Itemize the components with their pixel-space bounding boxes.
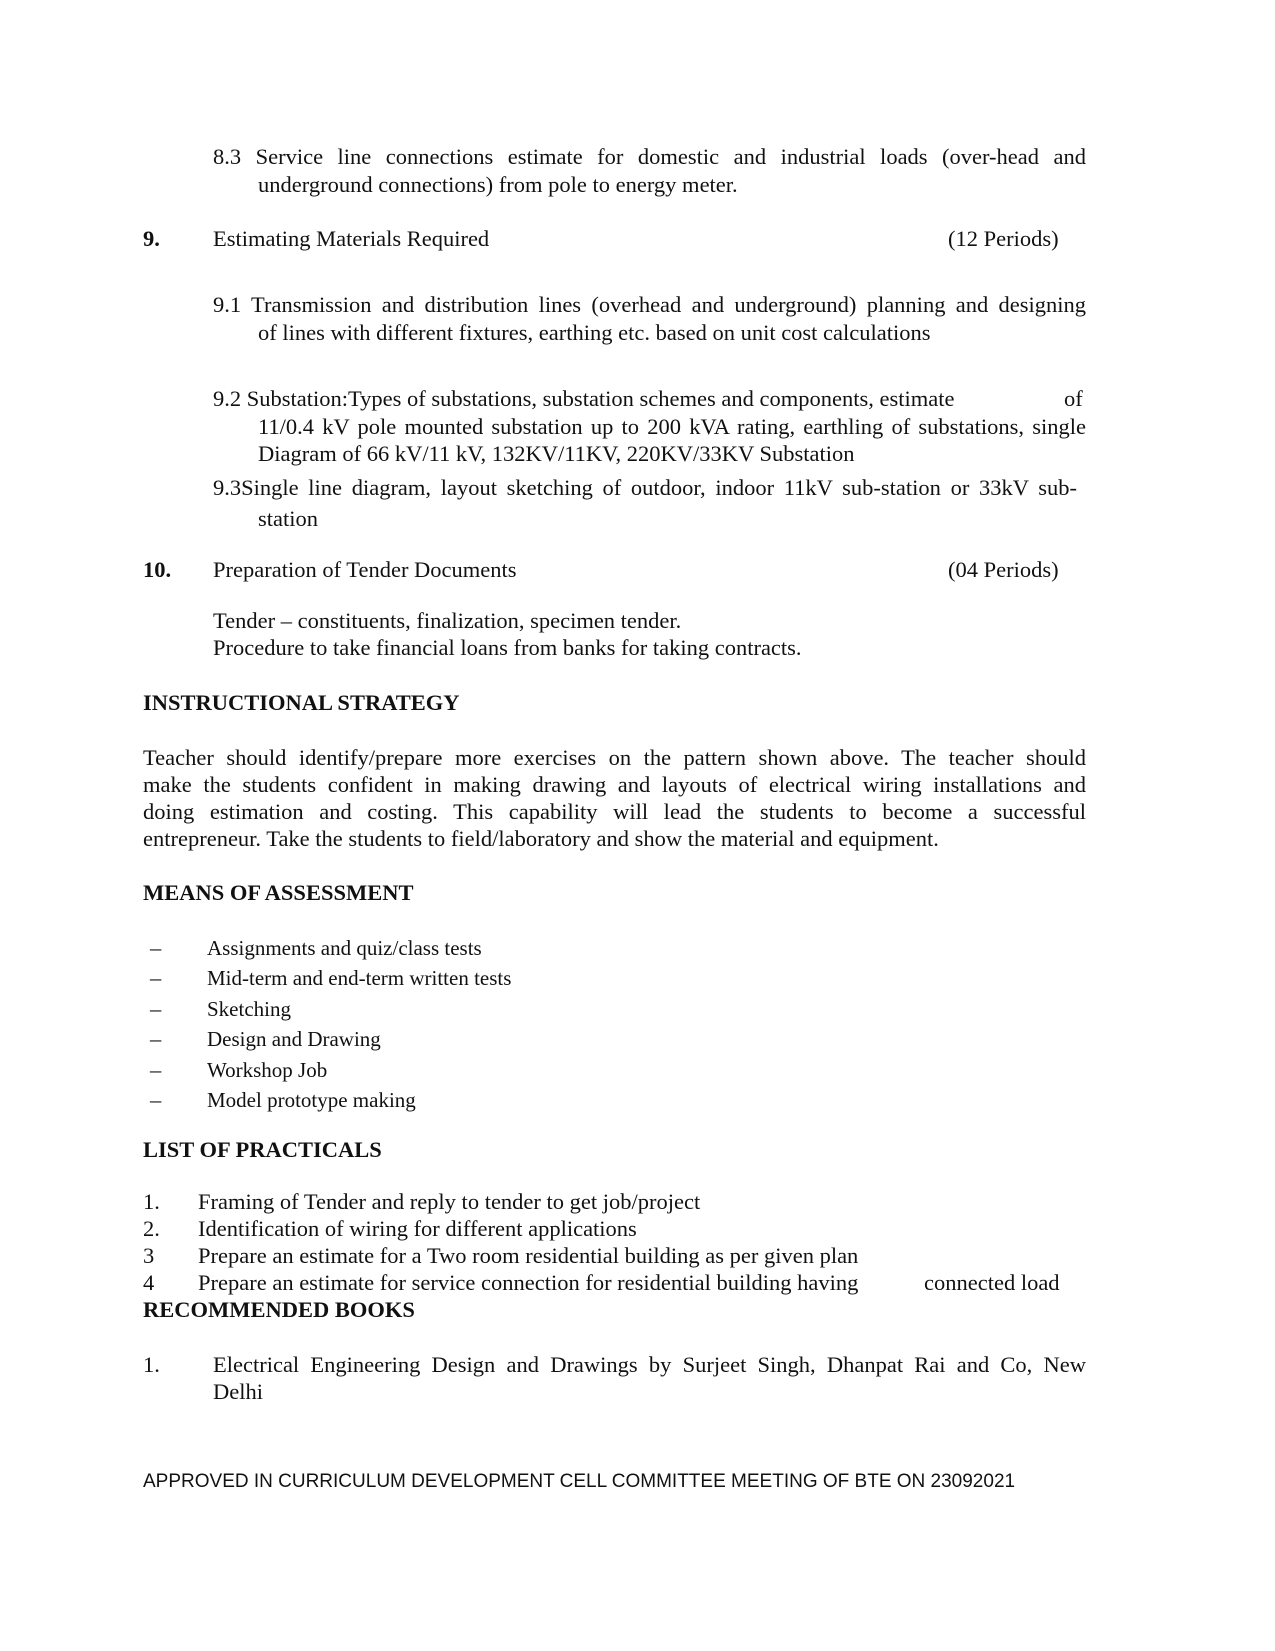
assessment-item-text: Workshop Job <box>207 1058 328 1082</box>
practical-text-end: connected load <box>924 1270 1060 1295</box>
assessment-list-item <box>0 934 1275 964</box>
item-9-1-line1: 9.1 Transmission and distribution lines (overhead and underground) planning and designing <box>213 292 1086 317</box>
item-9-2-line3: Diagram of 66 kV/11 kV, 132KV/11KV, 220KV/33KV Substation <box>258 441 855 466</box>
item-8-3-line1: 8.3 Service line connections estimate for domestic and industrial loads (over-head and <box>213 144 1086 169</box>
means-of-assessment-heading: MEANS OF ASSESSMENT <box>143 880 414 905</box>
list-of-practicals-heading: LIST OF PRACTICALS <box>143 1137 382 1162</box>
practical-number: 1. <box>143 1189 160 1214</box>
item-9-2-line1: 9.2 Substation:Types of substations, substation schemes and components, estimate <box>213 386 955 411</box>
section-10-periods: (04 Periods) <box>948 557 1059 582</box>
assessment-list-item <box>0 964 1275 994</box>
practical-text: Identification of wiring for different applications <box>198 1216 637 1241</box>
book-line2: Delhi <box>213 1379 263 1404</box>
assessment-list-item <box>0 1056 1275 1086</box>
item-9-3-line2: station <box>258 506 318 531</box>
item-9-2-line2: 11/0.4 kV pole mounted substation up to 200 kVA rating, earthling of substations, single <box>258 414 1086 439</box>
assessment-list-item <box>0 1086 1275 1116</box>
practical-text: Prepare an estimate for service connection for residential building having <box>198 1270 859 1295</box>
book-number: 1. <box>143 1352 160 1377</box>
instructional-strategy-line: doing estimation and costing. This capability will lead the students to become a successful <box>143 799 1086 824</box>
assessment-item-text: Sketching <box>207 997 291 1021</box>
dash-bullet: – <box>150 965 162 990</box>
item-9-3-line1: 9.3Single line diagram, layout sketching of outdoor, indoor 11kV sub-station or 33kV sub- <box>213 475 1077 500</box>
item-9-2-line1-end: of <box>1064 386 1083 411</box>
assessment-item-text: Design and Drawing <box>207 1027 381 1051</box>
assessment-item-text: Assignments and quiz/class tests <box>207 936 482 960</box>
instructional-strategy-line: Teacher should identify/prepare more exercises on the pattern shown above. The teacher should <box>143 745 1086 770</box>
book-line1: Electrical Engineering Design and Drawings by Surjeet Singh, Dhanpat Rai and Co, New <box>213 1352 1086 1377</box>
page-footer: APPROVED IN CURRICULUM DEVELOPMENT CELL COMMITTEE MEETING OF BTE ON 23092021 <box>143 1471 1016 1492</box>
practical-text: Framing of Tender and reply to tender to get job/project <box>198 1189 701 1214</box>
section-10-line1: Tender – constituents, finalization, specimen tender. <box>213 608 682 633</box>
section-9-number: 9. <box>143 226 160 251</box>
instructional-strategy-line: make the students confident in making drawing and layouts of electrical wiring installations and <box>143 772 1086 797</box>
dash-bullet: – <box>150 1087 162 1112</box>
practical-text: Prepare an estimate for a Two room residential building as per given plan <box>198 1243 859 1268</box>
instructional-strategy-heading: INSTRUCTIONAL STRATEGY <box>143 690 460 715</box>
dash-bullet: – <box>150 1057 162 1082</box>
section-10-title: Preparation of Tender Documents <box>213 557 517 582</box>
section-10-number: 10. <box>143 557 172 582</box>
item-8-3-line2: underground connections) from pole to energy meter. <box>258 172 738 197</box>
section-10-line2: Procedure to take financial loans from banks for taking contracts. <box>213 635 802 660</box>
assessment-list-item <box>0 995 1275 1025</box>
instructional-strategy-line: entrepreneur. Take the students to field/laboratory and show the material and equipment. <box>143 826 939 851</box>
dash-bullet: – <box>150 935 162 960</box>
assessment-item-text: Model prototype making <box>207 1088 416 1112</box>
assessment-item-text: Mid-term and end-term written tests <box>207 966 512 990</box>
section-9-title: Estimating Materials Required <box>213 226 490 251</box>
practical-number: 2. <box>143 1216 160 1241</box>
practical-number: 4 <box>143 1270 155 1295</box>
assessment-list-item <box>0 1025 1275 1055</box>
dash-bullet: – <box>150 996 162 1021</box>
practical-number: 3 <box>143 1243 155 1268</box>
section-9-periods: (12 Periods) <box>948 226 1059 251</box>
dash-bullet: – <box>150 1026 162 1051</box>
item-9-1-line2: of lines with different fixtures, earthing etc. based on unit cost calculations <box>258 320 931 345</box>
recommended-books-heading: RECOMMENDED BOOKS <box>143 1297 415 1322</box>
